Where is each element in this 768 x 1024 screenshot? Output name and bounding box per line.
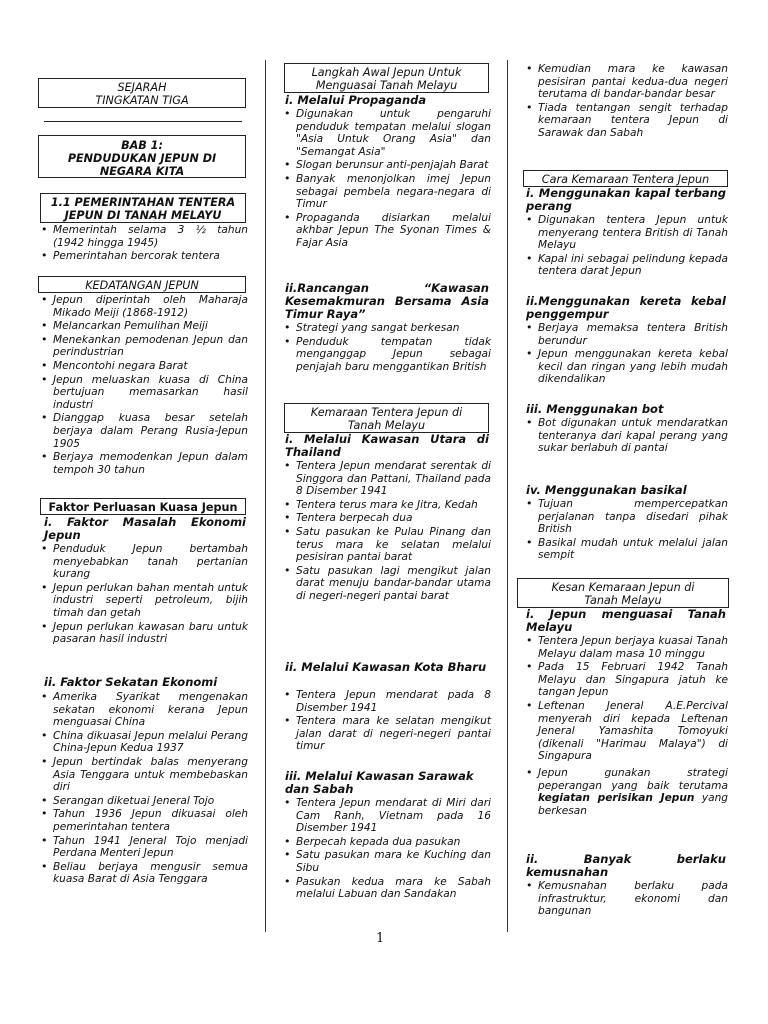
musnah-list <box>525 880 728 919</box>
list-item: • Jepun meluaskan kuasa di China bertujuan memasarkan hasil industri <box>40 374 248 412</box>
list-item: • Satu pasukan mara ke Kuching dan Sibu <box>283 849 491 874</box>
kotabharu-list <box>283 689 491 754</box>
list-item: • Serangan diketuai Jeneral Tojo <box>40 795 248 808</box>
kedatangan-box <box>38 276 246 293</box>
faktor-ii-list <box>40 691 248 887</box>
page-number: 1 <box>376 931 385 946</box>
musnah-heading: ii. Banyak berlaku kemusnahan <box>526 852 726 879</box>
bot-heading: iii. Menggunakan bot <box>526 402 664 416</box>
cara-title: Cara Kemaraan Tentera Jepun <box>541 173 710 186</box>
list-item: • Memerintah selama 3 ½ tahun (1942 hingga 1945) <box>40 224 248 249</box>
kuasai-list <box>525 635 728 818</box>
list-item: • Bot digunakan untuk mendaratkan tenteranya dari kapal perang yang sukar berlabuh di pantai <box>525 417 728 455</box>
column-divider-left <box>265 60 266 932</box>
list-item: • Melancarkan Pemulihan Meiji <box>40 320 248 333</box>
section-1-1-box <box>40 193 246 223</box>
list-item: • Digunakan untuk pengaruhi penduduk tempatan melalui slogan "Asia Untuk Orang Asia" dan "Semangat Asia" <box>283 108 491 158</box>
list-item: • Tentera berpecah dua <box>283 512 491 525</box>
langkah-title-line1: Langkah Awal Jepun Untuk <box>311 66 462 79</box>
list-item: • Tentera terus mara ke Jitra, Kedah <box>283 499 491 512</box>
list-item: • Penduduk Jepun bertambah menyebabkan tanah pertanian kurang <box>40 543 248 581</box>
faktor-box <box>40 498 246 515</box>
list-item: • Amerika Syarikat mengenakan sekatan ekonomi kerana Jepun menguasai China <box>40 691 248 729</box>
list-item: • Mencontohi negara Barat <box>40 360 248 373</box>
list-item: • Kapal ini sebagai pelindung kepada tentera darat Jepun <box>525 253 728 278</box>
title-divider <box>44 121 242 122</box>
list-item: • Tentera Jepun mendarat serentak di Singgora dan Pattani, Thailand pada 8 Disember 1941 <box>283 460 491 498</box>
list-item: • Kemusnahan berlaku pada infrastruktur, ekonomi dan bangunan <box>525 880 728 918</box>
sarawak-heading: iii. Melalui Kawasan Sarawak dan Sabah <box>285 769 474 796</box>
list-item: • Jepun menggunakan kereta kebal kecil dan ringan yang lebih mudah dikendalikan <box>525 348 728 386</box>
list-item: • Kemudian mara ke kawasan pesisiran pantai kedua-dua negeri terutama di bandar-bandar besar <box>525 63 728 101</box>
list-item: • Tahun 1936 Jepun dikuasai oleh pemerintahan tentera <box>40 808 248 833</box>
strategi-bold: kegiatan perisikan Jepun <box>538 792 695 805</box>
list-item: • Menekankan pemodenan Jepun dan perindustrian <box>40 334 248 359</box>
list-item: • Jepun diperintah oleh Maharaja Mikado Meiji (1868-1912) <box>40 294 248 319</box>
list-item: • Tujuan mempercepatkan perjalanan tanpa disedari pihak British <box>525 498 728 536</box>
faktor-title: Faktor Perluasan Kuasa Jepun <box>48 501 238 514</box>
list-item: • Propaganda disiarkan melalui akhbar Jepun The Syonan Times & Fajar Asia <box>283 212 491 250</box>
list-item: • Penduduk tempatan tidak menganggap Jepun sebagai penjajah baru menggantikan British <box>283 336 491 374</box>
list-item: • Jepun perlukan kawasan baru untuk pasaran hasil industri <box>40 621 248 646</box>
list-item: • Digunakan tentera Jepun untuk menyerang tentera British di Tanah Melayu <box>525 214 728 252</box>
list-item: • Strategi yang sangat berkesan <box>283 322 491 335</box>
list-item: • Basikal mudah untuk melalui jalan sempit <box>525 537 728 562</box>
chapter-title-line3: NEGARA KITA <box>99 165 185 178</box>
list-item: • Tentera mara ke selatan mengikut jalan darat di negeri-negeri pantai timur <box>283 715 491 753</box>
list-item: • Tentera Jepun berjaya kuasai Tanah Melayu dalam masa 10 minggu <box>525 635 728 660</box>
chapter-title-line2: PENDUDUKAN JEPUN DI <box>67 152 217 165</box>
list-item: • Slogan berunsur anti-penjajah Barat <box>283 159 491 172</box>
propaganda-heading: i. Melalui Propaganda <box>285 93 427 107</box>
faktor-i-list <box>40 543 248 647</box>
basikal-heading: iv. Menggunakan basikal <box>526 483 687 497</box>
faktor-i-heading: i. Faktor Masalah Ekonomi Jepun <box>44 515 246 542</box>
column-divider-right <box>507 60 508 932</box>
chapter-title-box <box>38 135 246 178</box>
list-item: • Banyak menonjolkan imej Jepun sebagai pembela negara-negara di Timur <box>283 173 491 211</box>
propaganda-list <box>283 108 491 251</box>
kesan-title-line2: Tanah Melayu <box>584 594 662 607</box>
subject-title-line1: SEJARAH <box>117 81 167 94</box>
kemaraan-box <box>284 403 489 433</box>
kotabharu-heading: ii. Melalui Kawasan Kota Bharu <box>285 660 487 674</box>
list-item: • Leftenan Jeneral A.E.Percival menyerah diri kepada Leftenan Jeneral Yamashita Tomoyuki (dikenali "Harimau Malaya") di Singapura <box>525 700 728 763</box>
kuasai-heading: i. Jepun menguasai Tanah Melayu <box>526 607 726 634</box>
kedatangan-list <box>40 294 248 477</box>
list-item: • Tentera Jepun mendarat pada 8 Disember 1941 <box>283 689 491 714</box>
section-1-1-title: 1.1 PEMERINTAHAN TENTERA JEPUN DI TANAH MELAYU <box>50 196 236 222</box>
list-item: • Tentera Jepun mendarat di Miri dari Cam Ranh, Vietnam pada 16 Disember 1941 <box>283 797 491 835</box>
langkah-box <box>284 63 489 93</box>
kemaraan-title-line1: Kemaraan Tentera Jepun di <box>310 406 463 419</box>
kapal-heading: i. Menggunakan kapal terbang perang <box>526 186 726 213</box>
list-item: • Satu pasukan ke Pulau Pinang dan terus mara ke selatan melalui pesisiran pantai barat <box>283 526 491 564</box>
list-item: • Jepun perlukan bahan mentah untuk industri seperti petroleum, bijih timah dan getah <box>40 582 248 620</box>
kapal-list <box>525 214 728 279</box>
list-item: • Dianggap kuasa besar setelah berjaya dalam Perang Rusia-Jepun 1905 <box>40 412 248 450</box>
langkah-title-line2: Menguasai Tanah Melayu <box>315 79 458 92</box>
sarawak-list <box>283 797 491 902</box>
list-item: • Tahun 1941 Jeneral Tojo menjadi Perdana Menteri Jepun <box>40 835 248 860</box>
list-item: • Berjaya memaksa tentera British berundur <box>525 322 728 347</box>
chapter-title-line1: BAB 1: <box>121 139 163 152</box>
kereta-list <box>525 322 728 387</box>
subject-title-box <box>38 78 246 108</box>
list-item: • Tiada tentangan sengit terhadap kemaraan tentera Jepun di Sarawak dan Sabah <box>525 102 728 140</box>
list-item <box>525 767 728 817</box>
kesan-title-line1: Kesan Kemaraan Jepun di <box>551 581 695 594</box>
section-1-1-list <box>40 224 248 264</box>
list-item: • Beliau berjaya mengusir semua kuasa Barat di Asia Tenggara <box>40 861 248 886</box>
strategi-end: yang berkesan <box>538 792 729 817</box>
list-item: • Pada 15 Februari 1942 Tanah Melayu dan Singapura jatuh ke tangan Jepun <box>525 661 728 699</box>
list-item: • Berjaya memodenkan Jepun dalam tempoh 30 tahun <box>40 451 248 476</box>
utara-list <box>283 460 491 604</box>
basikal-list <box>525 498 728 563</box>
kedatangan-title: KEDATANGAN JEPUN <box>85 279 199 292</box>
rancangan-heading: ii.Rancangan “Kawasan Kesemakmuran Bersama Asia Timur Raya” <box>285 281 489 321</box>
kemaraan-title-line2: Tanah Melayu <box>347 419 426 432</box>
list-item: • China dikuasai Jepun melalui Perang China-Jepun Kedua 1937 <box>40 730 248 755</box>
utara-heading: i. Melalui Kawasan Utara di Thailand <box>285 432 489 459</box>
list-item: • Pemerintahan bercorak tentera <box>40 250 248 263</box>
list-item: • Berpecah kepada dua pasukan <box>283 836 491 849</box>
kesan-box <box>517 578 729 608</box>
kereta-heading: ii.Menggunakan kereta kebal penggempur <box>526 294 726 321</box>
list-item: • Pasukan kedua mara ke Sabah melalui Labuan dan Sandakan <box>283 876 491 901</box>
sarawak-continued-list <box>525 63 728 141</box>
bot-list <box>525 417 728 456</box>
list-item: • Jepun bertindak balas menyerang Asia Tenggara untuk membebaskan diri <box>40 756 248 794</box>
rancangan-list <box>283 322 491 374</box>
list-item: • Satu pasukan lagi mengikut jalan darat menuju bandar-bandar utama di negeri-negeri pantai barat <box>283 565 491 603</box>
faktor-ii-heading: ii. Faktor Sekatan Ekonomi <box>44 675 218 689</box>
strategi-text: Jepun gunakan strategi peperangan yang baik terutama <box>538 766 728 792</box>
cara-box <box>523 170 728 187</box>
subject-title-line2: TINGKATAN TIGA <box>95 94 189 107</box>
